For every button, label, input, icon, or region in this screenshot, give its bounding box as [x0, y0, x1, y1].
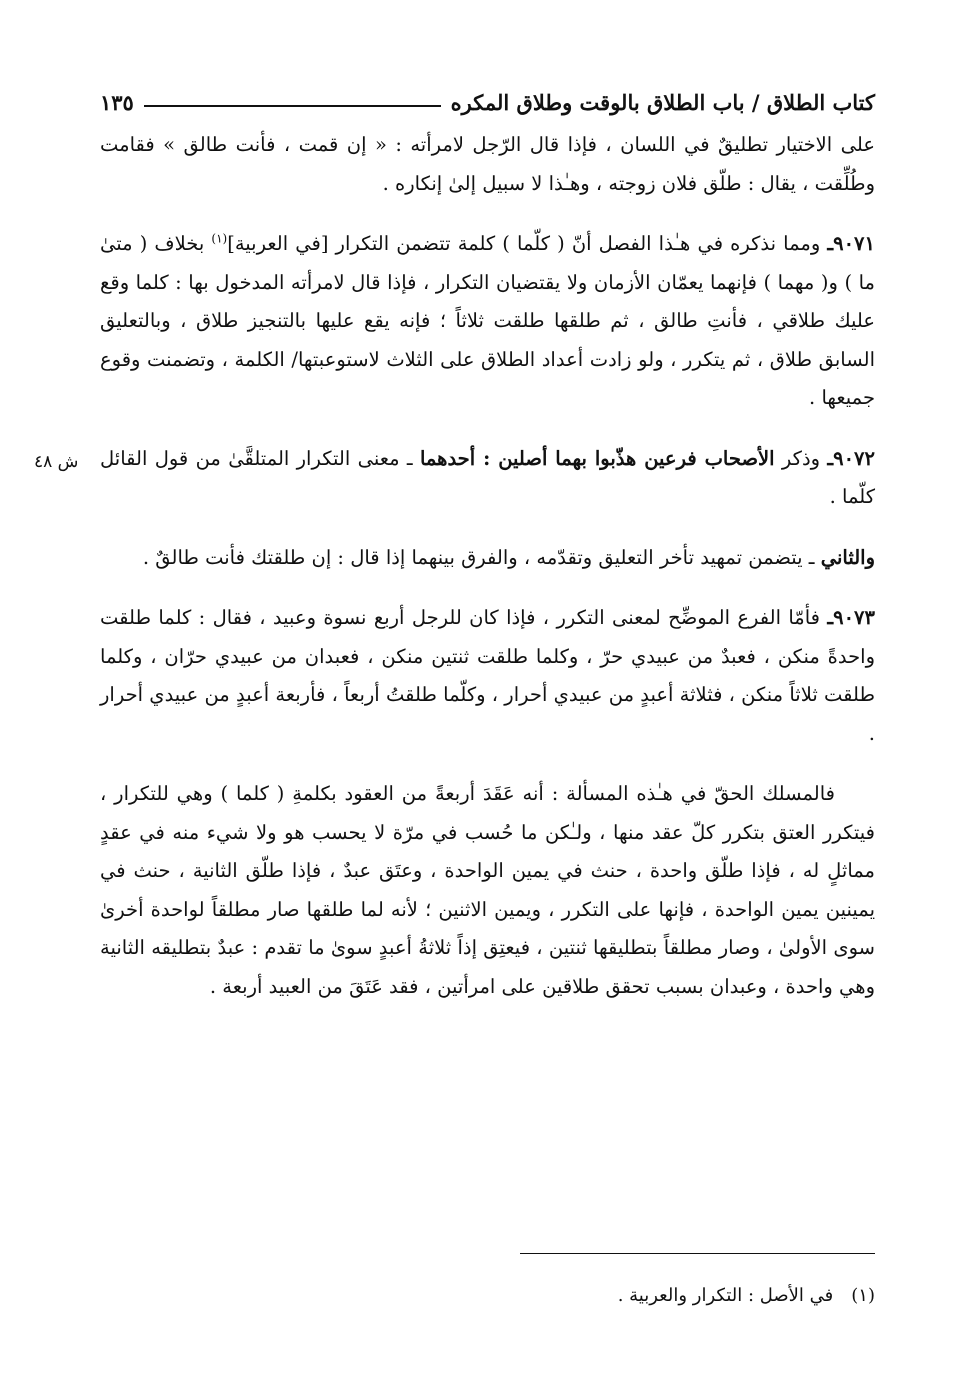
- paragraph-number: ٩٠٧١ـ: [827, 232, 875, 255]
- footnote-separator: [520, 1253, 875, 1254]
- footnote-ref: (١): [211, 231, 228, 246]
- paragraph-number: ٩٠٧٣ـ: [827, 606, 875, 629]
- margin-note: ش ٤٨: [34, 452, 79, 472]
- footnote-text: في الأصل : التكرار والعربية .: [617, 1285, 834, 1306]
- running-header: [100, 78, 875, 126]
- paragraph-conclusion: فالمسلك الحقّ في هـٰذه المسألة : أنه عَقَدَ أربعةً من العقود بكلمةِ ( كلما ) وهي للتكرار ، فيتكرر العتق بتكرر كلّ عقد منها ، ولـٰكن ما حُسب في مرّة لا يحسب هو ولا شيء منه في عقدٍ مماثلٍ له ، فإذا طلّق واحدة ، حنث في يمين الواحدة ، وعتَق عبدٌ ، فإذا طلّق الثانية ، حنث في يمينين يمين الواحدة ، فإنها على التكرر ، ويمين الاثنين ؛ لأنه لما طلقها صار مطلقاً لواحدة أخرىٰ سوى الأولىٰ ، وصار مطلقاً بتطليقها ثنتين ، فيعتِق إذاً ثلاثةُ أعبدٍ سوىٰ ما تقدم : عبدٌ بتطليقه الثانية وهي واحدة ، وعبدان بسبب تحقق طلاقين على امرأتين ، فقد عَتَقَ من العبيد أربعة .: [100, 782, 875, 998]
- paragraph-continuation: على الاختيار تطليقٌ في اللسان ، فإذا قال الرّجل لامرأته : « إن قمت ، فأنت طالق » فقامت وطُلِّقت ، يقال : طلّق فلان زوجته ، وهـٰذا لا سبيل إلىٰ إنكاره .: [100, 133, 875, 195]
- footnote-number: (١): [851, 1285, 875, 1306]
- page-number: ١٣٥: [100, 89, 134, 115]
- paragraph-lead: والثاني: [820, 545, 875, 569]
- footnote: [175, 1285, 875, 1306]
- paragraph-9072: ٩٠٧٢ـ وذكر الأصحاب فرعين هذّبوا بهما أصلين : أحدهما ـ معنى التكرار المتلقَّىٰ من قول القائل كلّما .: [100, 446, 875, 508]
- paragraph-9073: ٩٠٧٣ـ فأمّا الفرع الموضِّح لمعنى التكرر ، فإذا كان للرجل أربع نسوة وعبيد ، فقال : كلما طلقت واحدةً منكن ، فعبدٌ من عبيدي حرّ ، وكلما طلقت ثنتين منكن ، فعبدان من عبيدي حرّان ، وكلما طلقت ثلاثاً منكن ، فثلاثة أعبدٍ من عبيدي أحرار ، وكلّما طلقتُ أربعاً ، فأربعة أعبدٍ من عبيدي أحرار .: [100, 606, 875, 745]
- paragraph-second: والثاني ـ يتضمن تمهيد تأخر التعليق وتقدّمه ، والفرق بينهما إذا قال : إن طلقتك فأنت طالقٌ .: [142, 545, 875, 569]
- paragraph-number: ٩٠٧٢ـ: [827, 446, 875, 470]
- page-body: [100, 78, 875, 1006]
- paragraph-9071: ٩٠٧١ـ ومما نذكره في هـٰذا الفصل أنّ ( كلّما ) كلمة تتضمن التكرار [في العربية]$^{(١)}$ بخلاف ( متىٰ ما ) و( مهما ) فإنهما يعمّان الأزمان ولا يقتضيان التكرار ، فإذا قال لامرأته المدخول بها : كلما وقع عليك طلاقي ، فأنتِ طالق ، ثم طلقها طلقت ثلاثاً ؛ فإنه يقع عليها بالتنجيز طلاق ، وبالتعليق السابق طلاق ، ثم يتكرر ، ولو زادت أعداد الطلاق على الثلاث لاستوعبتها/ الكلمة ، وتضمنت وقوع جميعها .: [100, 231, 875, 409]
- header-rule: [144, 105, 441, 107]
- header-title: كتاب الطلاق / باب الطلاق بالوقت وطلاق المكره: [450, 89, 875, 115]
